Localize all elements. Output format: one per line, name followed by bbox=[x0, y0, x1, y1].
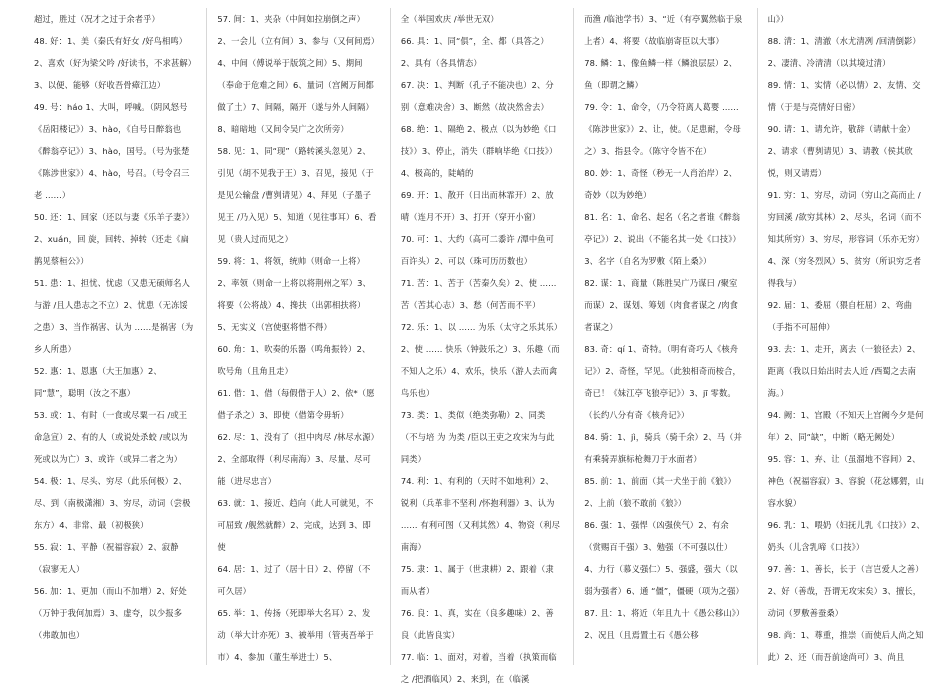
entry-paragraph: 75. 隶：1、属于（世隶耕）2、跟着（隶而从者） bbox=[400, 564, 554, 596]
entry-paragraph: 86. 强：1、强悍（凶强侠气）2、有余（赏赐百千强）3、勉强（不可强以仕）4、力行（慕义强仁）5、强盛，强大（以弱为强者）6、通 “僵”，僵硬（项为之强） bbox=[584, 520, 744, 596]
entry-paragraph: 56. 加：1、更加（而山不加增）2、好处（万钟于我何加焉）3、虚夸，以少报多（弗敢加也） bbox=[34, 586, 187, 640]
entry-paragraph: 85. 前：1、前面（其一犬坐于前《狼》）2、上前（狼不敢前《狼》） bbox=[584, 476, 737, 508]
entry-paragraph: 48. 好：1、美（秦氏有好女 /好鸟相鸣）2、喜欢（好为梁父吟 /好读书，不求甚解）3、以便、能够（好收吾骨瘴江边） bbox=[34, 36, 193, 90]
column-container bbox=[12, 8, 940, 684]
entry-paragraph: 87. 且：1、将近（年且九十《愚公移山》）2、况且（且焉置土石《愚公移 bbox=[584, 608, 745, 640]
entry-paragraph: 69. 开：1、散开（日出而林霏开）2、放晴（连月不开）3、打开（穿开小窗） bbox=[400, 190, 554, 222]
entry-paragraph: 76. 良：1、真，实在（良多趣味）2、善良（此皆良实） bbox=[400, 608, 554, 640]
entry-paragraph: 70. 可：1、大约（高可二黍许 /潭中鱼可百许头）2、可以（珠可历历数也） bbox=[400, 234, 555, 266]
entry-paragraph: 58. 见：1、同“现”（路转溪头忽见）2、引见（胡不见我于王）3、召见，接见（于是见公输盘 /曹刿请见）4、拜见（子墨子见王 /乃入见）5、知道（见往事耳）6、看见（贵人过而见之） bbox=[217, 146, 377, 244]
entry-paragraph: 53. 或：1、有时（一食或尽粟一石 /或王命急宣）2、有的人（或说处杀蛟 /或以为死或以为亡）3、或许（或异二者之为） bbox=[34, 410, 188, 464]
text-column-5 bbox=[758, 8, 940, 665]
entry-paragraph: 全（举国欢庆 /举世无双） bbox=[400, 14, 499, 24]
entry-paragraph: 超过，胜过（况才之过于余者乎） bbox=[34, 14, 160, 24]
entry-paragraph: 77. 临：1、面对，对着，当着（执策而临之 /把酒临风）2、来到，在（临溪 bbox=[400, 652, 557, 684]
entry-paragraph: 97. 善：1、善长，长于（言岂爱人之善）2、好（善哉，吾谓无攻宋矣）3、擅长，动词（罗敷善蚕桑） bbox=[767, 564, 924, 618]
entry-paragraph: 81. 名：1、命名、起名（名之者谁《醉翁亭记》）2、说出（不能名其一处《口技》）3、名字（自名为罗敷《陌上桑》） bbox=[584, 212, 741, 266]
entry-paragraph: 89. 情：1、实情（必以情）2、友情、交情（于是与亮情好日密） bbox=[767, 80, 921, 112]
entry-paragraph: 61. 借：1、借（每假借于人）2、依*（愿借子杀之）3、即使（借第令毋斩） bbox=[217, 388, 375, 420]
entry-paragraph: 95. 容：1、弃、让（虽溜地不容间）2、神色（祝福容寂）3、容貌（花忿娜猬，山容水貌） bbox=[767, 454, 925, 508]
entry-paragraph: 88. 清：1、清澈（水尤清冽 /回清倒影）2、凄清、冷清清（以其境过清） bbox=[767, 36, 921, 68]
entry-paragraph: 98. 尚：1、尊重，推崇（而使后人尚之知此）2、还（而吾前途尚可）3、尚且 bbox=[767, 630, 924, 662]
entry-paragraph: 78. 鳞：1、像鱼鳞一样（鳞浪层层）2、鱼（即谓之鳞） bbox=[584, 58, 738, 90]
text-column-2 bbox=[207, 8, 390, 665]
entry-paragraph: 72. 乐：1、以 …… 为乐（太守之乐其乐）2、使 …… 快乐（钟鼓乐之）3、乐趣（而不知人之乐）4、欢乐，快乐（游人去而禽鸟乐也） bbox=[400, 322, 560, 398]
entry-paragraph: 82. 谋：1、商量（陈胜吴广乃谋曰 /聚室而谋）2、谋划、筹划（肉食者谋之 /肉食者谋之） bbox=[584, 278, 738, 332]
entry-paragraph: 83. 奇：qí 1、奇特。（明有奇巧人《核舟记》）2、奇怪，罕见。（此独相奇而桉合，奇已！《妹江亭飞狼亭记》）3、jī 零数。（长约八分有奇《核舟记》） bbox=[584, 344, 741, 420]
entry-paragraph: 79. 令：1、命令，（乃令符离人葛婴 ……《陈涉世家》）2、让，使。（足患耐，令母之）3、指县令。（陈守令皆不在） bbox=[584, 102, 741, 156]
text-column-4 bbox=[574, 8, 757, 665]
entry-paragraph: 93. 去：1、走开，离去（一狼径去）2、距离（我以日始出时去人近 /西蜀之去南海。） bbox=[767, 344, 921, 398]
entry-paragraph: 96. 乳：1、喂奶（妇抚儿乳《口技》）2、奶头（儿含乳啼《口技》） bbox=[767, 520, 925, 552]
entry-paragraph: 84. 骑：1、jì，骑兵（骑千余）2、马（并有乘骑弄旗标枪舞刀于水面者） bbox=[584, 432, 742, 464]
entry-paragraph: 91. 穷：1、穷尽，动词（穷山之高而止 /穷回溪 /欲穷其林）2、尽头，名词（而不知其所穷）3、穷尽，形容词（乐亦无穷）4、深（穷冬烈风）5、贫穷（所识穷乏者得我与） bbox=[767, 190, 925, 288]
entry-paragraph: 49. 号：háo 1、大叫，呼喊。（阴风怒号《岳阳楼记》）3、hào，《自号日醉翁也《醉翁亭记》）3、hào，国号。（号为张楚《陈涉世家》）4、hào，号召。（号令召三老 ……） bbox=[34, 102, 190, 200]
entry-paragraph: 51. 患：1、担忧、忧虑（又患无硕师名人与游 /且人患志之不立）2、忧患（无冻馁之患）3、当作祸害、认为 ……是祸害（为乡人所患） bbox=[34, 278, 194, 354]
entry-paragraph: 而渔 /临池学书）3、“近（有亭翼然临于泉上者）4、将要（故临崩寄臣以大事） bbox=[584, 14, 743, 46]
entry-paragraph: 52. 惠：1、恩惠（大王加惠）2、同“慧”，聪明（汝之不惠） bbox=[34, 366, 162, 398]
entry-paragraph: 62. 尽：1、没有了（担中肉尽 /林尽水源）2、全部取得（利尽南海）3、尽量、尽可能（进尽忠言） bbox=[217, 432, 375, 486]
entry-paragraph: 54. 极：1、尽头、穷尽（此乐何极）2、尽、到（南极潇湘）3、穷尽，动词（尝极东方）4、非常、最（初极狭） bbox=[34, 476, 191, 530]
entry-paragraph: 59. 将：1、将领，统帅（则命一上将）2、率领（则命一上将以将荆州之军）3、将要（公将战）4、搀扶（出郭相扶将）5、无实义（宫使驱将惜不得） bbox=[217, 256, 371, 332]
entry-paragraph: 山》） bbox=[767, 14, 789, 24]
entry-paragraph: 65. 举：1、传扬（死即举大名耳）2、发动（举大计亦死）3、被举用（管夷吾举于市）4、参加（董生举进士）5、 bbox=[217, 608, 374, 662]
entry-paragraph: 60. 角：1、吹奏的乐器（鸣角振铃）2、吹号角（且角且走） bbox=[217, 344, 371, 376]
entry-paragraph: 50. 还：1、回家（还以与妻《乐羊子妻》）2、xuán，回 旋，回转、掉转（还走《扁鹊见蔡桓公》） bbox=[34, 212, 195, 266]
entry-paragraph: 55. 寂：1、平静（祝福容寂）2、寂静（寂寥无人） bbox=[34, 542, 179, 574]
entry-paragraph: 90. 请：1、请允许，敬辞（请献十金）2、请求（曹刿请见）3、请教（侯其欣悦，则又请焉） bbox=[767, 124, 916, 178]
entry-paragraph: 92. 届：1、委屈（猥自枉屈）2、弯曲（手指不可屈伸） bbox=[767, 300, 913, 332]
entry-paragraph: 74. 利：1、有利的（天时不如地利）2、锐利（兵革非不坚利 /怀抱利器）3、认为 …… 有利可图（又利其然）4、物资（利尽南海） bbox=[400, 476, 561, 552]
entry-paragraph: 63. 就：1、接近、趋向（此人可就见，不可屈致 /舰然就醉）2、完成，达到 3、即使 bbox=[217, 498, 374, 552]
entry-paragraph: 71. 苦：1、苦于（苦秦久矣）2、使 …… 苦（苦其心志）3、愁（何苦而不平） bbox=[400, 278, 557, 310]
entry-paragraph: 57. 间：1、夹杂（中间如拉崩倒之声）2、一会儿（立有间）3、参与（又何间焉）4、中间（傅说举于版筑之间）5、期间（奉命于危难之间）6、量词（宫阙万间都做了土）7、间隔，隔开（遂与外人间隔）8、暗暗地（又间令吴广之次所旁） bbox=[217, 14, 376, 134]
text-column-3 bbox=[391, 8, 574, 684]
entry-paragraph: 80. 妙：1、奇怪（秒无一人肖治岸）2、奇妙（以为妙绝） bbox=[584, 168, 738, 200]
entry-paragraph: 94. 阙：1、宫殿（不知天上宫阙今夕是何年）2、同“缺”，中断（略无阙处） bbox=[767, 410, 924, 442]
entry-paragraph: 73. 类：1、类似（绝类弥勒）2、同类（不与培 为 为类 /臣以王吏之攻宋为与此同类） bbox=[400, 410, 555, 464]
entry-paragraph: 68. 绝：1、隔绝 2、极点（以为妙绝《口技》）3、停止，消失（群响毕绝《口技》）4、极高的，陡峭的 bbox=[400, 124, 558, 178]
entry-paragraph: 64. 居：1、过了（居十日）2、停留（不可久居） bbox=[217, 564, 371, 596]
entry-paragraph: 67. 决：1、判断（孔子不能决也）2、分别（意难决舍）3、断然（故决然舍去） bbox=[400, 80, 554, 112]
entry-paragraph: 66. 具：1、同“俱”，全、都（具答之）2、具有（各具情态） bbox=[400, 36, 549, 68]
text-column-1 bbox=[12, 8, 207, 665]
